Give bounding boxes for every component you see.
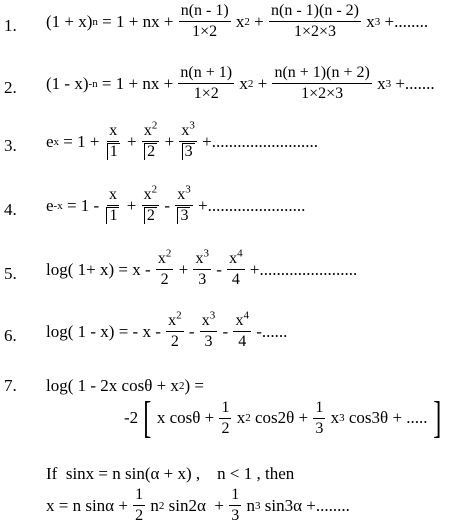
- fraction: $\frac{n(n - 1)(n - 2)}{1\times 2\times 3}$: [271, 2, 359, 40]
- formula-2: 2. (1 - x) -n = 1 + nx + $\frac{n(n + 1)}{1\times 2}$ x 2 + $\frac{n(n + 1)(n + 2)}{1\times 2\times 3}$ x 3 +.......: [4, 64, 435, 102]
- right-bracket: ]: [432, 393, 441, 442]
- fraction: $\frac{x^4}{4}$: [235, 309, 249, 350]
- fraction: $\frac{1}{2}$: [135, 486, 144, 524]
- formula-3: 3. e x = 1 + $\frac{x}{1}$ + $\frac{x^2}{2}$ + $\frac{x^3}{3}$ +.........................: [4, 119, 319, 160]
- sine-series-note: If sinx = n sin(α + x) , n < 1 , then x = n sinα + $\frac{1}{2}$ n 2 sin2α + $\frac{1}{3}$ n 3 sin3α +........: [46, 464, 350, 524]
- fraction: $\frac{x^2}{2}$: [143, 183, 158, 224]
- formula-1: 1. (1 + x) n = 1 + nx + $\frac{n(n - 1)}{1\times 2}$ x 2 + $\frac{n(n - 1)(n - 2)}{1\times 2\times 3}$ x 3 +........: [4, 2, 429, 40]
- factorial-symbol: 3: [182, 143, 195, 160]
- factorial-symbol: 2: [144, 143, 157, 160]
- fraction: $\frac{n(n + 1)(n + 2)}{1\times 2\times 3}$: [274, 64, 370, 102]
- fraction: $\frac{x^2}{2}$: [168, 309, 182, 350]
- fraction: $\frac{x^2}{2}$: [143, 119, 158, 160]
- fraction: $\frac{x^3}{3}$: [181, 119, 195, 160]
- formula-5: 5. log( 1+ x) = x - $\frac{x^2}{2}$ + $\frac{x^3}{3}$ - $\frac{x^4}{4}$ +.......................: [4, 247, 358, 288]
- formula-number: 6.: [4, 326, 17, 345]
- fraction: $\frac{x}{1}$: [105, 122, 122, 161]
- formula-number: 3.: [4, 136, 17, 155]
- fraction: $\frac{1}{3}$: [231, 486, 240, 524]
- formula-number: 1.: [4, 16, 17, 35]
- formula-number: 2.: [4, 78, 17, 97]
- fraction: $\frac{x^3}{3}$: [177, 183, 191, 224]
- fraction: $\frac{x^3}{3}$: [195, 247, 209, 288]
- fraction: $\frac{x^3}{3}$: [201, 309, 216, 350]
- fraction: $\frac{x^4}{4}$: [229, 247, 243, 288]
- factorial-symbol: 2: [144, 207, 157, 224]
- formula-number: 4.: [4, 200, 17, 219]
- fraction: $\frac{x}{1}$: [104, 186, 121, 225]
- formula-7: 7. log( 1 - 2x cosθ + x 2 ) = -2 [ x cosθ + $\frac{1}{2}$ x 2 cos2θ + $\frac{1}{3}$ x 3 cos3θ + ..... ]: [4, 376, 441, 442]
- fraction: $\frac{n(n - 1)}{1\times 2}$: [180, 2, 229, 40]
- formula-6: 6. log( 1 - x) = - x - $\frac{x^2}{2}$ - $\frac{x^3}{3}$ - $\frac{x^4}{4}$ -......: [4, 309, 288, 350]
- fraction: $\frac{1}{2}$: [221, 398, 230, 437]
- factorial-symbol: 1: [107, 143, 120, 160]
- formula-number: 5.: [4, 264, 17, 283]
- fraction: $\frac{x^2}{2}$: [157, 247, 172, 288]
- fraction: $\frac{n(n + 1)}{1\times 2}$: [180, 64, 233, 102]
- left-bracket: [: [143, 393, 152, 442]
- fraction: $\frac{1}{3}$: [315, 398, 324, 437]
- factorial-symbol: 1: [106, 207, 119, 224]
- factorial-symbol: 3: [177, 207, 190, 224]
- formula-4: 4. e -x = 1 - $\frac{x}{1}$ + $\frac{x^2}{2}$ - $\frac{x^3}{3}$ +.......................: [4, 183, 306, 224]
- formula-number: 7.: [4, 376, 17, 395]
